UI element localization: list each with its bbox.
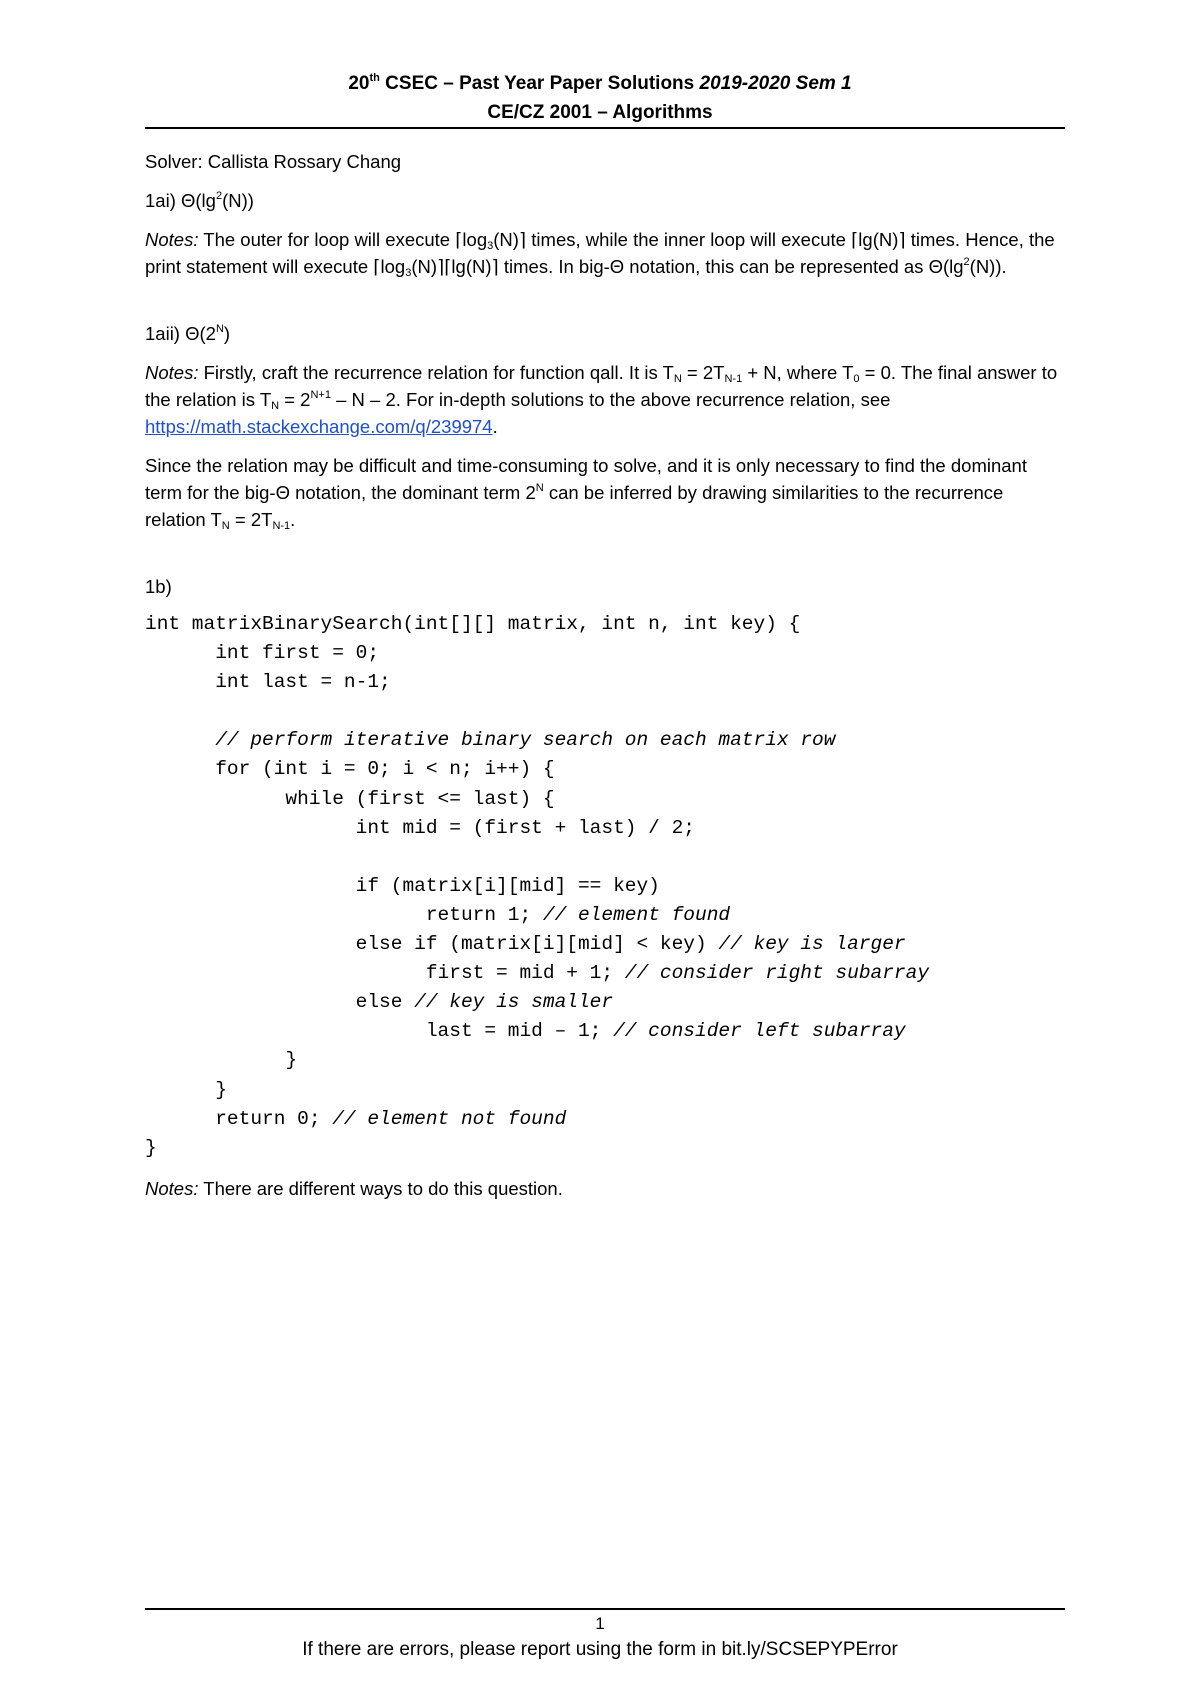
code-line	[145, 726, 1065, 755]
q1aii-notes-text: = 0. The final answer to the relation is T	[145, 362, 1058, 410]
code-text: int mid = (first + last) / 2;	[145, 816, 695, 839]
q1ai-notes	[145, 226, 1065, 280]
q1b-label: 1b)	[145, 576, 172, 597]
code-line	[145, 1134, 1065, 1163]
code-comment: // element found	[542, 903, 731, 926]
code-line	[145, 1076, 1065, 1105]
code-line	[145, 988, 1065, 1017]
q1aii-explanation-sub: N-1	[272, 520, 291, 532]
code-line	[145, 843, 1065, 872]
code-line	[145, 1017, 1065, 1046]
code-line	[145, 872, 1065, 901]
q1aii-notes-sub: N	[673, 373, 682, 385]
header-course: CE/CZ 2001 – Algorithms	[487, 102, 713, 123]
code-text	[145, 729, 215, 751]
code-text: if (matrix[i][mid] == key)	[145, 874, 660, 897]
header-semester: 2019-2020 Sem 1	[699, 73, 852, 94]
document-body	[145, 148, 1065, 1202]
solver-line: Solver: Callista Rossary Chang	[145, 151, 402, 172]
code-comment: // key is smaller	[414, 991, 614, 1014]
code-block	[145, 610, 1065, 1163]
q1aii-notes-sub: N-1	[724, 373, 743, 385]
q1ai-answer-text: 1ai) Θ(lg	[145, 190, 216, 211]
code-text: int last = n-1;	[145, 671, 391, 694]
code-line	[145, 959, 1065, 988]
notes-label: Notes:	[145, 1177, 199, 1199]
q1aii-explanation-text: .	[290, 509, 296, 530]
q1aii-notes-text: Firstly, craft the recurrence relation for function qall. It is T	[198, 362, 674, 383]
code-comment: // perform iterative binary search on each matrix row	[215, 729, 836, 752]
code-text: }	[145, 1136, 157, 1159]
code-text: first = mid + 1;	[145, 962, 625, 985]
code-line	[145, 785, 1065, 814]
code-line	[145, 668, 1065, 697]
notes-label: Notes:	[145, 362, 199, 383]
code-line	[145, 1105, 1065, 1134]
code-line	[145, 814, 1065, 843]
q1aii-explanation-sub: N	[221, 520, 230, 532]
code-text: else if (matrix[i][mid] < key)	[145, 933, 719, 956]
q1ai-answer-sup: 2	[215, 190, 223, 202]
q1ai-notes-text: (N)).	[969, 256, 1007, 277]
footer-divider	[145, 1608, 1065, 1610]
code-text: return 0;	[145, 1107, 333, 1130]
code-line	[145, 901, 1065, 930]
q1ai-notes-text: (N)⌉⌈lg(N)⌉ times. In big-Θ notation, this can be represented as Θ(lg	[411, 256, 964, 277]
q1aii-notes-text: = 2T	[681, 362, 725, 383]
code-text: for (int i = 0; i < n; i++) {	[145, 758, 555, 781]
q1ai-notes-sup: 2	[963, 256, 970, 268]
q1aii-notes-text: – N – 2. For in-depth solutions to the above recurrence relation, see	[330, 389, 891, 410]
code-line	[145, 610, 1065, 639]
code-text: return 1;	[145, 903, 543, 926]
q1aii-answer	[145, 320, 1065, 347]
code-text: last = mid – 1;	[145, 1020, 614, 1043]
code-line	[145, 930, 1065, 959]
footer-note: If there are errors, please report using the form in bit.ly/SCSEPYPError	[302, 1639, 898, 1660]
header-csec-number: 20	[348, 73, 370, 94]
q1aii-notes	[145, 359, 1065, 440]
header-title-text: CSEC – Past Year Paper Solutions	[379, 73, 700, 94]
code-line	[145, 1046, 1065, 1075]
code-comment: // key is larger	[718, 933, 906, 956]
code-text: }	[145, 1078, 227, 1101]
code-text: }	[145, 1049, 298, 1072]
q1ai-notes-text: The outer for loop will execute ⌈log	[198, 229, 488, 250]
header-title	[0, 72, 1200, 96]
code-text: else	[145, 991, 415, 1014]
code-line	[145, 697, 1065, 726]
code-line	[145, 755, 1065, 784]
q1aii-explanation-sup: N	[535, 482, 544, 494]
q1ai-notes-sub: 3	[405, 267, 412, 279]
notes-label: Notes:	[145, 229, 199, 250]
q1ai-notes-sub: 3	[487, 240, 494, 252]
code-comment: // consider right subarray	[624, 962, 930, 985]
q1b-notes	[145, 1175, 1065, 1202]
q1aii-explanation-text: = 2T	[229, 509, 273, 530]
header-divider	[145, 127, 1065, 129]
q1aii-notes-sub: 0	[853, 373, 860, 385]
q1aii-explanation-text: Since the relation may be difficult and time-consuming to solve, and it is only necessary to find the dominant term for the big-Θ notation, the dominant term 2	[145, 455, 1027, 503]
q1aii-explanation-text: can be inferred by drawing similarities to the recurrence relation T	[145, 482, 1004, 530]
q1b-notes-text: There are different ways to do this question.	[198, 1177, 563, 1199]
code-text: int first = 0;	[145, 642, 380, 665]
q1ai-notes-text: (N)⌉ times, while the inner loop will execute ⌈lg(N)⌉ times. Hence, the print statement will execute ⌈log	[145, 229, 1055, 277]
q1ai-answer-end: (N))	[222, 190, 254, 211]
q1aii-notes-text: + N, where T	[742, 362, 854, 383]
stackexchange-link[interactable]: https://math.stackexchange.com/q/239974	[145, 416, 493, 437]
code-text: int matrixBinarySearch(int[][] matrix, int n, int key) {	[145, 613, 801, 635]
code-comment: // element not found	[332, 1107, 567, 1130]
q1aii-notes-sup: N+1	[310, 389, 331, 401]
q1aii-answer-text: 1aii) Θ(2	[145, 323, 216, 344]
code-line	[145, 639, 1065, 668]
code-text: while (first <= last) {	[145, 787, 555, 810]
q1aii-notes-text: .	[492, 416, 498, 437]
q1aii-answer-end: )	[223, 323, 231, 344]
q1aii-notes-sub: N	[271, 400, 280, 412]
q1aii-explanation	[145, 452, 1065, 533]
q1aii-notes-text: = 2	[279, 389, 311, 410]
q1ai-answer	[145, 187, 1065, 214]
q1aii-answer-sup: N	[215, 323, 224, 335]
header-csec-superscript: th	[369, 72, 380, 84]
page-number: 1	[595, 1614, 605, 1633]
code-comment: // consider left subarray	[613, 1020, 906, 1043]
